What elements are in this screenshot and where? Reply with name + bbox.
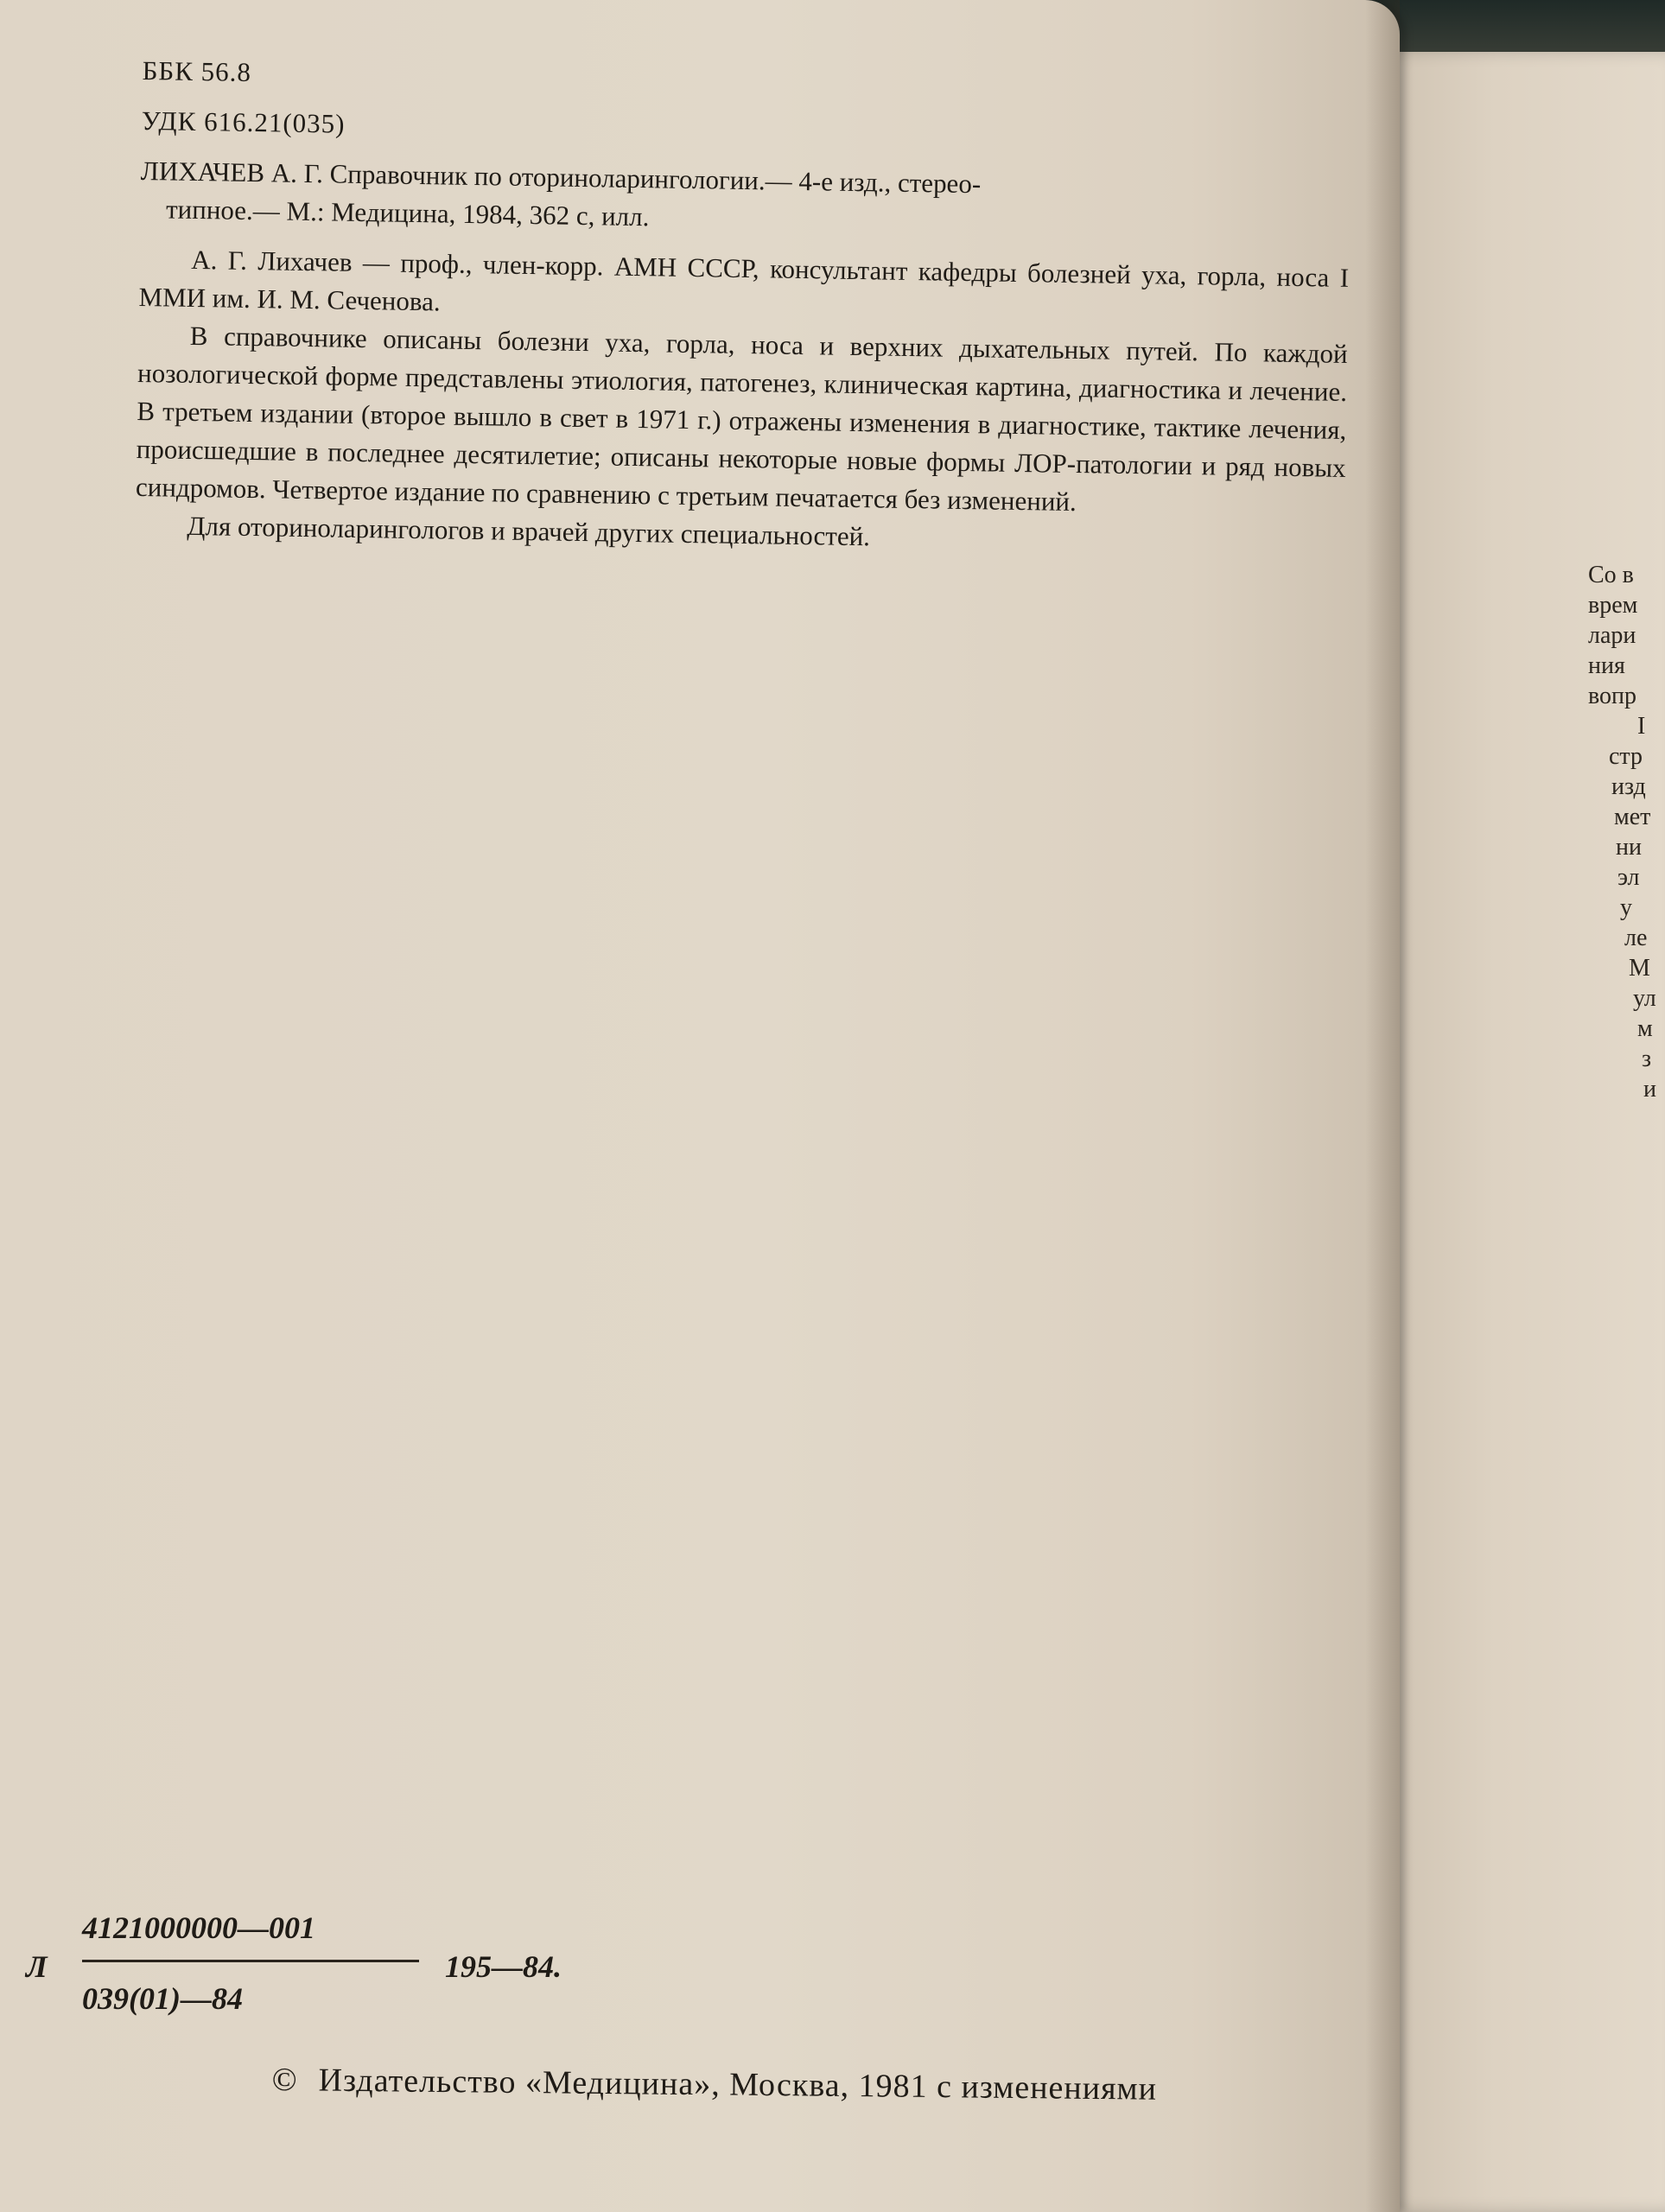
right-page-fragment: у [1620, 894, 1632, 921]
right-page-fragment: ле [1624, 925, 1648, 951]
right-page [1382, 52, 1665, 2212]
page-gutter-shadow [1365, 0, 1400, 2212]
right-page-fragment: и [1643, 1076, 1656, 1103]
catalog-index [26, 1910, 804, 2039]
catalog-order-number: 195—84. [445, 1949, 562, 1984]
catalog-denominator: 039(01)—84 [82, 1981, 243, 2016]
author-note: А. Г. Лихачев — проф., член-корр. АМН СССР, консультант кафедры болезней уха, горла, носа I ММИ им. И. М. Сеченова. [138, 244, 1350, 317]
bibliographic-line-2: типное.— М.: Медицина, 1984, 362 с, илл. [165, 194, 650, 232]
right-page-fragment: ния [1588, 652, 1625, 679]
udk-code: УДК 616.21(035) [141, 105, 346, 139]
bbk-code: ББК 56.8 [142, 54, 252, 87]
right-page-fragment: стр [1609, 743, 1643, 770]
right-page-fragment: з [1642, 1046, 1652, 1072]
right-page-fragment: врем [1588, 592, 1638, 619]
copyright-text: Издательство «Медицина», Москва, 1981 с изменениями [318, 2062, 1158, 2107]
audience-note: Для оториноларингологов и врачей других специальностей. [187, 510, 871, 552]
catalog-letter: Л [26, 1949, 48, 1984]
copyright-line [272, 2061, 1482, 2112]
right-page-fragment: Со в [1588, 562, 1634, 588]
imprint-text-block [135, 52, 1352, 563]
right-page-fragment: м [1637, 1015, 1653, 1042]
book-abstract: В справочнике описаны болезни уха, горла, носа и верхних дыхательных путей. По каждой нозологической форме представлены этиология, патогенез, клиническая картина, диагностика и лечение. В третьем издании (второе вышло в свет в 1971 г.) отражены изменения в диагностике, тактике лечения, происшедшие в последнее десятилетие; описаны некоторые новые формы ЛОР-патологии и ряд новых синдромов. Четвертое издание по сравнению с третьим печатается без изменений. [135, 320, 1348, 518]
right-page-fragment: мет [1614, 804, 1651, 830]
bibliographic-line-1: ЛИХАЧЕВ А. Г. Справочник по оториноларингологии.— 4-е изд., стерео- [140, 155, 982, 200]
right-page-fragment: лари [1588, 622, 1636, 649]
right-page-fragment: изд [1611, 773, 1646, 800]
right-page-fragment: I [1637, 713, 1646, 740]
right-page-fragment: вопр [1588, 683, 1637, 709]
right-page-fragment: ул [1633, 985, 1656, 1012]
right-page-fragment: эл [1617, 864, 1640, 891]
copyright-icon: © [271, 2062, 298, 2099]
catalog-numerator: 4121000000—001 [82, 1910, 315, 1945]
right-page-fragment: ни [1616, 834, 1642, 861]
right-page-fragment: М [1629, 955, 1650, 982]
catalog-fraction-line [82, 1960, 419, 1962]
